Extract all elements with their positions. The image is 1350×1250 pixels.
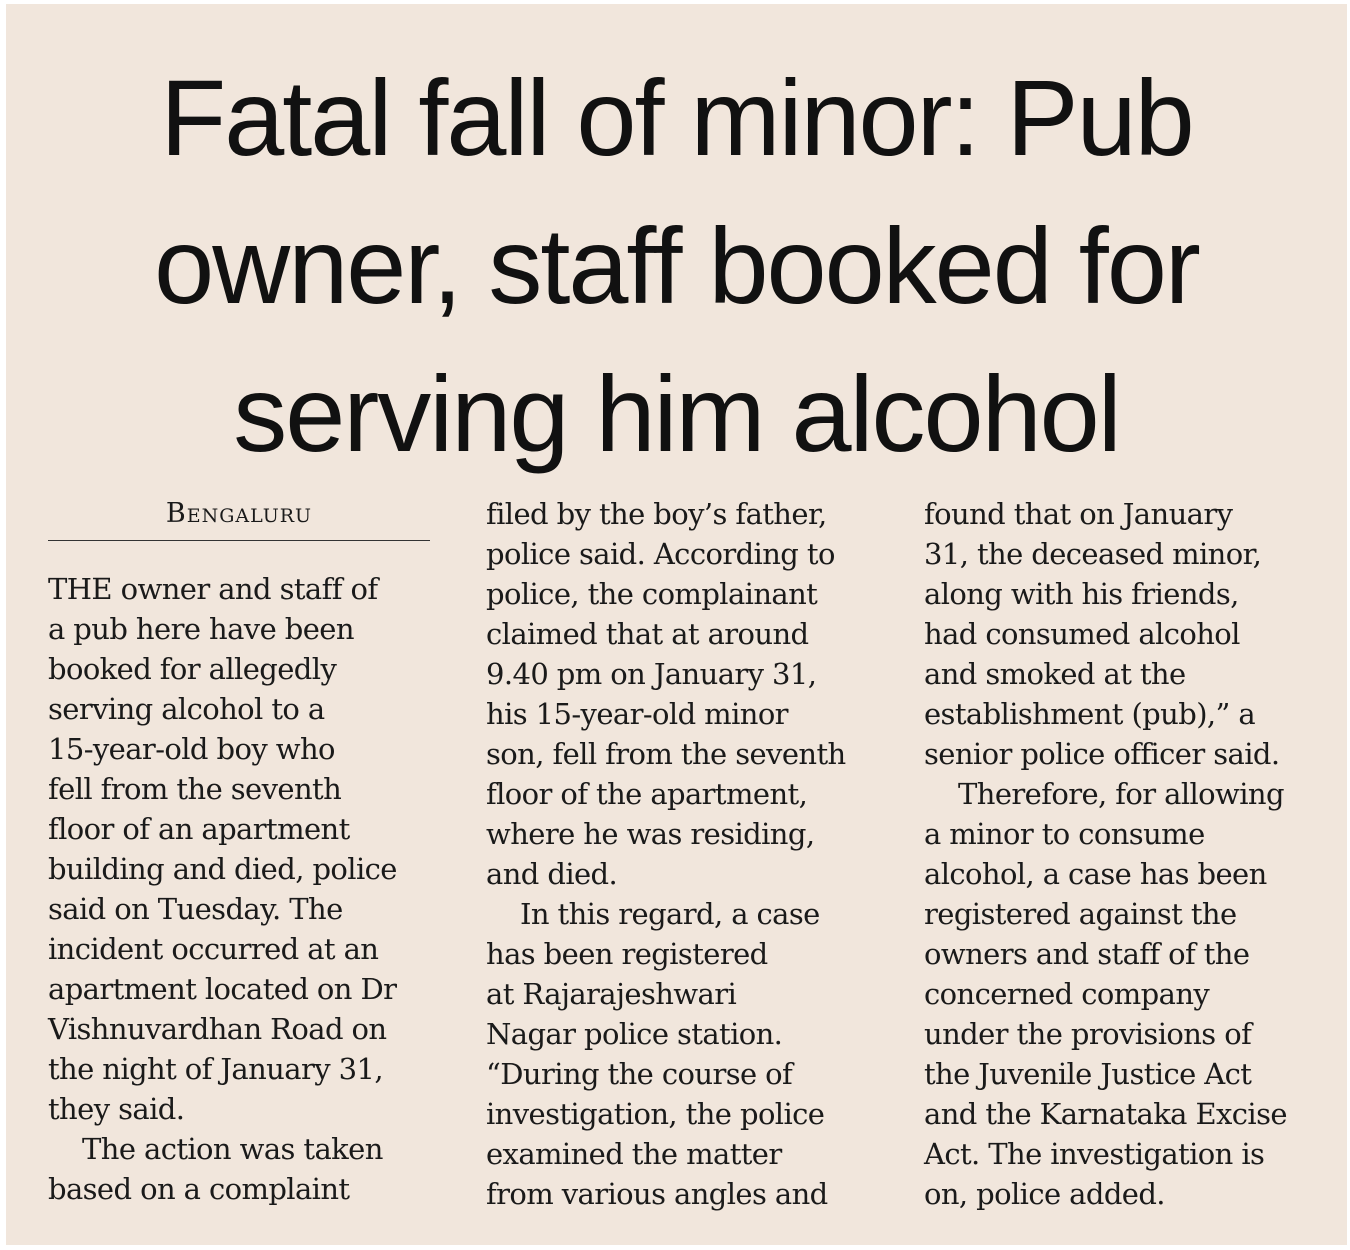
body-line: son, fell from the seventh — [486, 737, 846, 771]
body-line: building and died, police — [48, 852, 397, 886]
body-line: apartment located on Dr — [48, 972, 397, 1006]
body-line: Nagar police station. — [486, 1017, 783, 1051]
body-line: floor of an apartment — [48, 812, 350, 846]
body-line: Act. The investigation is — [924, 1137, 1265, 1171]
body-line: In this regard, a case — [520, 897, 820, 931]
headline — [6, 44, 1347, 488]
news-clipping — [6, 4, 1347, 1245]
article-column-3 — [924, 494, 1324, 1214]
body-line: and smoked at the — [924, 657, 1186, 691]
body-line: 31, the deceased minor, — [924, 537, 1262, 571]
body-line: owners and staff of the — [924, 937, 1250, 971]
body-line: filed by the boy’s father, — [486, 497, 827, 531]
body-line: his 15-year-old minor — [486, 697, 788, 731]
body-line: investigation, the police — [486, 1097, 825, 1131]
body-line: on, police added. — [924, 1177, 1165, 1211]
body-line: the night of January 31, — [48, 1052, 383, 1086]
body-line: alcohol, a case has been — [924, 857, 1267, 891]
body-line: Therefore, for allowing — [958, 777, 1284, 811]
body-line: concerned company — [924, 977, 1210, 1011]
body-line: claimed that at around — [486, 617, 809, 651]
headline-line: owner, staff booked for — [154, 205, 1199, 326]
headline-line: serving him alcohol — [233, 353, 1120, 474]
body-line: fell from the seventh — [48, 772, 342, 806]
body-line: THE owner and staff of — [48, 572, 378, 606]
body-line: 9.40 pm on January 31, — [486, 657, 817, 691]
body-line: from various angles and — [486, 1177, 828, 1211]
body-line: had consumed alcohol — [924, 617, 1240, 651]
body-line: has been registered — [486, 937, 768, 971]
body-line: police, the complainant — [486, 577, 818, 611]
body-line: examined the matter — [486, 1137, 782, 1171]
body-line: The action was taken — [82, 1132, 383, 1166]
body-line: senior police officer said. — [924, 737, 1280, 771]
body-line: booked for allegedly — [48, 652, 337, 686]
body-line: found that on January — [924, 497, 1233, 531]
dateline: Bengaluru — [48, 494, 430, 541]
body-line: said on Tuesday. The — [48, 892, 343, 926]
body-line: floor of the apartment, — [486, 777, 808, 811]
body-line: incident occurred at an — [48, 932, 379, 966]
article-column-1 — [48, 494, 430, 1209]
body-line: establishment (pub),” a — [924, 697, 1256, 731]
body-line: along with his friends, — [924, 577, 1239, 611]
body-line: and the Karnataka Excise — [924, 1097, 1287, 1131]
body-line: a minor to consume — [924, 817, 1205, 851]
body-line: under the provisions of — [924, 1017, 1252, 1051]
body-line: serving alcohol to a — [48, 692, 325, 726]
body-line: a pub here have been — [48, 612, 354, 646]
body-line: they said. — [48, 1092, 185, 1126]
body-line: at Rajarajeshwari — [486, 977, 737, 1011]
body-line: police said. According to — [486, 537, 835, 571]
body-line: the Juvenile Justice Act — [924, 1057, 1252, 1091]
body-line: Vishnuvardhan Road on — [48, 1012, 387, 1046]
article-column-2 — [486, 494, 876, 1214]
body-line: registered against the — [924, 897, 1237, 931]
body-line: “During the course of — [486, 1057, 793, 1091]
body-line: and died. — [486, 857, 618, 891]
body-line: based on a complaint — [48, 1172, 350, 1206]
body-line: 15-year-old boy who — [48, 732, 335, 766]
body-line: where he was residing, — [486, 817, 815, 851]
headline-line: Fatal fall of minor: Pub — [160, 57, 1193, 178]
